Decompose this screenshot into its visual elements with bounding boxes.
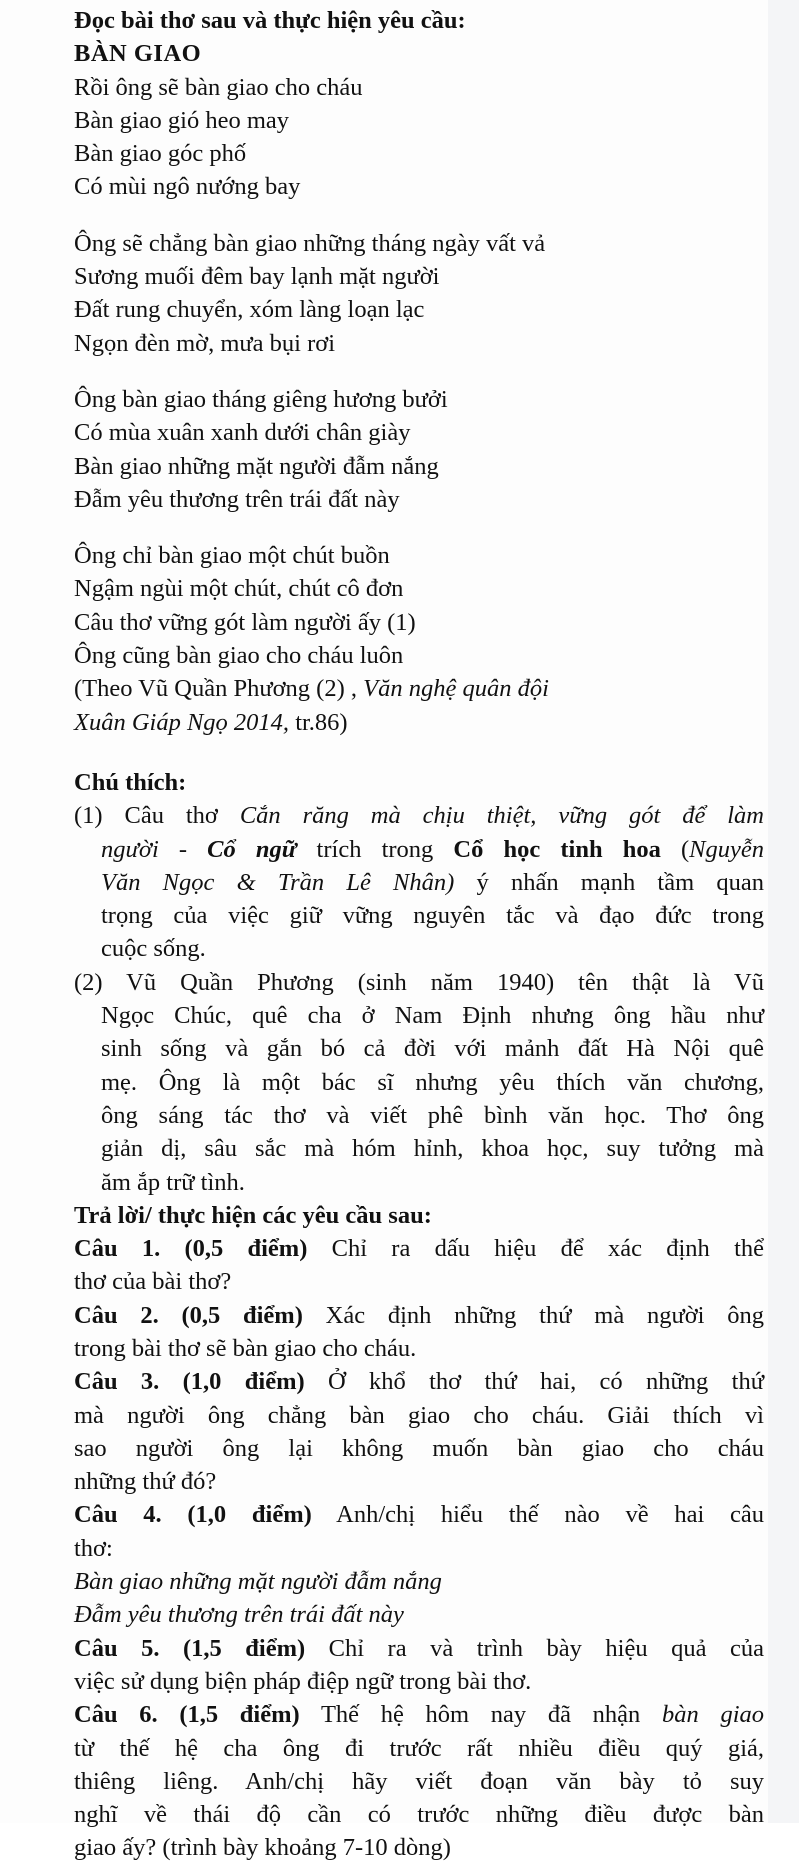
questions-heading: Trả lời/ thực hiện các yêu cầu sau: — [74, 1201, 432, 1229]
poem-title: BÀN GIAO — [74, 40, 202, 68]
poem-line: Ông cũng bàn giao cho cháu luôn — [74, 642, 404, 670]
poem-source-line — [74, 672, 764, 705]
text-line: thiêng liêng. Anh/chị hãy viết đoạn văn bày tỏ suy — [74, 1767, 764, 1795]
poem-line: Rồi ông sẽ bàn giao cho cháu — [74, 73, 363, 101]
text-line: sinh sống và gắn bó cả đời với mảnh đất Hà Nội quê — [101, 1035, 764, 1063]
text-line: Cổ học tinh hoa — [453, 835, 661, 863]
question-1 — [74, 1232, 764, 1299]
text-line: ý nhấn mạnh tầm quan — [454, 868, 764, 896]
poem-line: Bàn giao những mặt người đẫm nắng — [74, 452, 439, 480]
poem-line: Có mùi ngô nướng bay — [74, 173, 301, 201]
text-line: Đẫm yêu thương trên trái đất này — [74, 1601, 404, 1629]
poem-line: Câu thơ vững gót làm người ấy (1) — [74, 608, 416, 636]
text-line: ăm ắp trữ tình. — [101, 1168, 245, 1196]
poem-line: Đất rung chuyển, xóm làng loạn lạc — [74, 296, 425, 324]
poem-line: Bàn giao gió heo may — [74, 106, 290, 134]
text-line: trích trong — [296, 835, 454, 863]
document-content — [74, 4, 764, 1865]
text-line: Câu 4. (1,0 điểm) — [74, 1501, 312, 1529]
text-line: Câu 3. (1,0 điểm) — [74, 1368, 305, 1396]
text-line: người — [101, 835, 159, 863]
text-line: Câu 2. (0,5 điểm) — [74, 1301, 303, 1329]
text-line: (2) Vũ Quần Phương (sinh năm 1940) tên thật là Vũ — [74, 968, 764, 996]
text-line: tr.86) — [289, 708, 348, 736]
note-1 — [74, 799, 764, 965]
question-2 — [74, 1299, 764, 1366]
text-line: ( — [660, 835, 690, 863]
text-line: sao người ông lại không muốn bàn giao cho cháu — [74, 1434, 764, 1462]
poem-line: Có mùa xuân xanh dưới chân giày — [74, 419, 411, 447]
text-line: từ thế hệ cha ông đi trước rất nhiều điều quý giá, — [74, 1734, 764, 1762]
text-line: Ở khổ thơ thứ hai, có những thứ — [304, 1368, 764, 1396]
text-line: Văn Ngọc & Trần Lê Nhân) — [101, 868, 455, 896]
poem-line: Ông chỉ bàn giao một chút buồn — [74, 542, 390, 570]
text-line: Chỉ ra và trình bày hiệu quả của — [305, 1634, 764, 1662]
text-line: Chỉ ra dấu hiệu để xác định thể — [307, 1235, 764, 1263]
text-line: - — [158, 835, 208, 863]
note-2 — [74, 966, 764, 1199]
poem-source-line — [74, 706, 764, 739]
text-line: nghĩ về thái độ cần có trước những điều được bàn — [74, 1801, 764, 1829]
question-5 — [74, 1632, 764, 1699]
text-line: ông sáng tác thơ và viết phê bình văn học. Thơ ông — [101, 1101, 764, 1129]
question-6 — [74, 1698, 764, 1864]
poem-line: Bàn giao góc phố — [74, 140, 247, 168]
poem-line: Ngậm ngùi một chút, chút cô đơn — [74, 575, 404, 603]
text-line: Ngọc Chúc, quê cha ở Nam Định nhưng ông hầu như — [101, 1002, 764, 1030]
text-line: Anh/chị hiểu thế nào về hai câu — [311, 1501, 765, 1529]
text-line: Cắn răng mà chịu thiệt, vững gót để làm — [239, 802, 765, 830]
text-line: Nguyễn — [689, 835, 764, 863]
poem-line: Đẫm yêu thương trên trái đất này — [74, 485, 400, 513]
poem-line: Sương muối đêm bay lạnh mặt người — [74, 263, 440, 291]
question-4 — [74, 1498, 764, 1631]
text-line: trong bài thơ sẽ bàn giao cho cháu. — [74, 1334, 417, 1362]
text-line: Xuân Giáp Ngọ 2014, — [74, 708, 290, 736]
text-line: Văn nghệ quân đội — [363, 675, 549, 703]
text-line: Câu 5. (1,5 điểm) — [74, 1634, 306, 1662]
text-line: việc sử dụng biện pháp điệp ngữ trong bài thơ. — [74, 1667, 532, 1695]
poem-line: Ông bàn giao tháng giêng hương bưởi — [74, 385, 448, 413]
text-line: Bàn giao những mặt người đẫm nắng — [74, 1568, 442, 1596]
text-line: mẹ. Ông là một bác sĩ nhưng yêu thích văn chương, — [101, 1068, 764, 1096]
text-line: thơ của bài thơ? — [74, 1268, 232, 1296]
text-line: thơ: — [74, 1534, 113, 1562]
text-line: Câu 6. (1,5 điểm) — [74, 1701, 300, 1729]
poem-line: Ông sẽ chẳng bàn giao những tháng ngày vất vả — [74, 229, 546, 257]
text-line: (Theo Vũ Quần Phương (2) , — [74, 675, 364, 703]
notes-heading: Chú thích: — [74, 768, 187, 796]
instruction: Đọc bài thơ sau và thực hiện yêu cầu: — [74, 7, 466, 34]
text-line: cuộc sống. — [101, 935, 206, 963]
text-line: giản dị, sâu sắc mà hóm hỉnh, khoa học, suy tưởng mà — [101, 1135, 764, 1163]
text-line: mà người ông chẳng bàn giao cho cháu. Giải thích vì — [74, 1401, 764, 1429]
text-line: Xác định những thứ mà người ông — [302, 1301, 764, 1329]
text-line: Thế hệ hôm nay đã nhận — [299, 1701, 662, 1729]
text-line: Cổ ngữ — [207, 835, 297, 863]
text-line: Câu 1. (0,5 điểm) — [74, 1235, 308, 1263]
text-line: bàn giao — [662, 1701, 765, 1729]
text-line: giao ấy? (trình bày khoảng 7-10 dòng) — [74, 1834, 451, 1862]
page-margin-strip — [768, 0, 799, 1823]
question-3 — [74, 1365, 764, 1498]
text-line: trọng của việc giữ vững nguyên tắc và đạo đức trong — [101, 902, 764, 930]
text-line: (1) Câu thơ — [74, 802, 240, 830]
text-line: những thứ đó? — [74, 1468, 217, 1496]
poem-line: Ngọn đèn mờ, mưa bụi rơi — [74, 329, 336, 357]
